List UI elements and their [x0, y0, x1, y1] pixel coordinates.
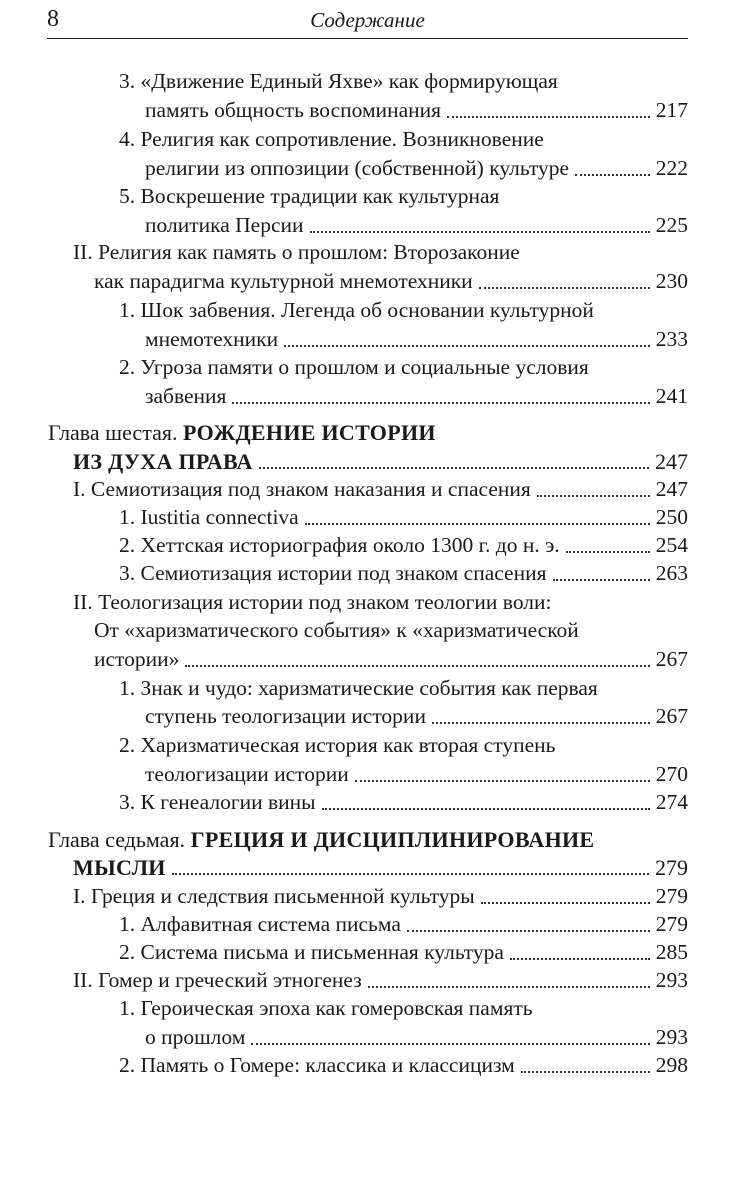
toc-entry-line: II. Гомер и греческий этногенез 293 — [73, 966, 688, 995]
toc-entry-line: 2. Угроза памяти о прошлом и социальные условия — [119, 355, 589, 379]
dot-leader — [566, 551, 650, 553]
toc-entry-line: 2. Память о Гомере: классика и классицизм 298 — [119, 1051, 688, 1080]
page-ref: 250 — [655, 505, 688, 529]
running-title: Содержание — [310, 8, 425, 32]
chapter-title: ГРЕЦИЯ И ДИСЦИПЛИНИРОВАНИЕ — [190, 827, 595, 852]
chapter-heading — [73, 853, 688, 882]
dot-leader — [479, 287, 650, 289]
toc-entry-line: 1. Iustitia connectiva 250 — [119, 503, 688, 532]
page-number: 8 — [47, 6, 59, 32]
page-ref: 279 — [655, 912, 688, 936]
page-ref: 241 — [655, 384, 688, 408]
header-rule — [47, 38, 688, 39]
toc-entry-line: политика Персии 225 — [145, 211, 688, 240]
page-ref: 293 — [655, 968, 688, 992]
page-ref: 298 — [655, 1053, 688, 1077]
page-ref: 225 — [655, 213, 688, 237]
dot-leader — [355, 780, 650, 782]
dot-leader — [510, 958, 650, 960]
toc-entry-line: 1. Знак и чудо: харизматические события как первая — [119, 676, 598, 700]
page-ref: 270 — [655, 762, 688, 786]
toc-entry-line: 2. Система письма и письменная культура 285 — [119, 938, 688, 967]
page-header — [47, 4, 688, 40]
toc-entry-line: 5. Воскрешение традиции как культурная — [119, 184, 500, 208]
toc-entry-line: II. Теологизация истории под знаком теологии воли: — [73, 590, 552, 614]
dot-leader — [575, 174, 650, 176]
toc-entry-line: религии из оппозиции (собственной) культуре 222 — [145, 154, 688, 183]
toc-entry-line: 1. Шок забвения. Легенда об основании культурной — [119, 298, 594, 322]
chapter-title: РОЖДЕНИЕ ИСТОРИИ — [182, 420, 436, 445]
page-ref: 263 — [655, 561, 688, 585]
page-ref: 267 — [655, 647, 688, 671]
page-ref: 254 — [655, 533, 688, 557]
dot-leader — [447, 116, 650, 118]
dot-leader — [185, 665, 649, 667]
dot-leader — [537, 495, 650, 497]
dot-leader — [481, 902, 650, 904]
toc-entry-line: о прошлом 293 — [145, 1023, 688, 1052]
page-ref: 279 — [655, 855, 688, 880]
page-ref: 247 — [655, 449, 688, 474]
page-ref: 274 — [655, 790, 688, 814]
page-ref: 217 — [655, 98, 688, 122]
dot-leader — [251, 1043, 649, 1045]
toc-entry-line: память общность воспоминания 217 — [145, 96, 688, 125]
page-ref: 267 — [655, 704, 688, 728]
toc-entry-line: 4. Религия как сопротивление. Возникновение — [119, 127, 544, 151]
toc-entry-line: 3. «Движение Единый Яхве» как формирующая — [119, 69, 558, 93]
toc-entry-line: теологизации истории 270 — [145, 760, 688, 789]
toc-entry-line: I. Семиотизация под знаком наказания и спасения 247 — [73, 475, 688, 504]
dot-leader — [521, 1071, 650, 1073]
toc-entry-line: мнемотехники 233 — [145, 325, 688, 354]
page-ref: 222 — [655, 156, 688, 180]
page-ref: 247 — [655, 477, 688, 501]
toc-entry-line: 2. Хеттская историография около 1300 г. до н. э. 254 — [119, 531, 688, 560]
page-ref: 279 — [655, 884, 688, 908]
dot-leader — [368, 986, 650, 988]
dot-leader — [310, 231, 650, 233]
page-ref: 230 — [655, 269, 688, 293]
dot-leader — [407, 930, 650, 932]
toc-entry-line: ступень теологизации истории 267 — [145, 702, 688, 731]
dot-leader — [432, 722, 650, 724]
chapter-title: ИЗ ДУХА ПРАВА — [73, 449, 253, 474]
toc-entry-line: 3. Семиотизация истории под знаком спасения 263 — [119, 559, 688, 588]
dot-leader — [172, 873, 649, 875]
dot-leader — [305, 523, 650, 525]
toc-entry-line: 1. Алфавитная система письма 279 — [119, 910, 688, 939]
toc-entry-line: 3. К генеалогии вины 274 — [119, 788, 688, 817]
dot-leader — [259, 467, 649, 469]
toc-entry-line: II. Религия как память о прошлом: Второзаконие — [73, 240, 520, 264]
dot-leader — [232, 402, 649, 404]
page-ref: 293 — [655, 1025, 688, 1049]
toc-entry-line: 2. Харизматическая история как вторая ступень — [119, 733, 556, 757]
toc-entry-line: как парадигма культурной мнемотехники 230 — [94, 267, 688, 296]
page-ref: 233 — [655, 327, 688, 351]
page-ref: 285 — [655, 940, 688, 964]
toc-entry-line: От «харизматического события» к «харизматической — [94, 618, 579, 642]
toc-entry-line: истории» 267 — [94, 645, 688, 674]
toc-entry-line: забвения 241 — [145, 382, 688, 411]
dot-leader — [553, 579, 650, 581]
chapter-heading: Глава седьмая. ГРЕЦИЯ И ДИСЦИПЛИНИРОВАНИЕ — [48, 827, 595, 852]
toc-entry-line: I. Греция и следствия письменной культуры 279 — [73, 882, 688, 911]
chapter-title: МЫСЛИ — [73, 855, 166, 880]
dot-leader — [284, 345, 650, 347]
chapter-heading — [73, 447, 688, 476]
dot-leader — [322, 808, 650, 810]
chapter-heading: Глава шестая. РОЖДЕНИЕ ИСТОРИИ — [48, 420, 436, 445]
toc-entry-line: 1. Героическая эпоха как гомеровская память — [119, 996, 533, 1020]
